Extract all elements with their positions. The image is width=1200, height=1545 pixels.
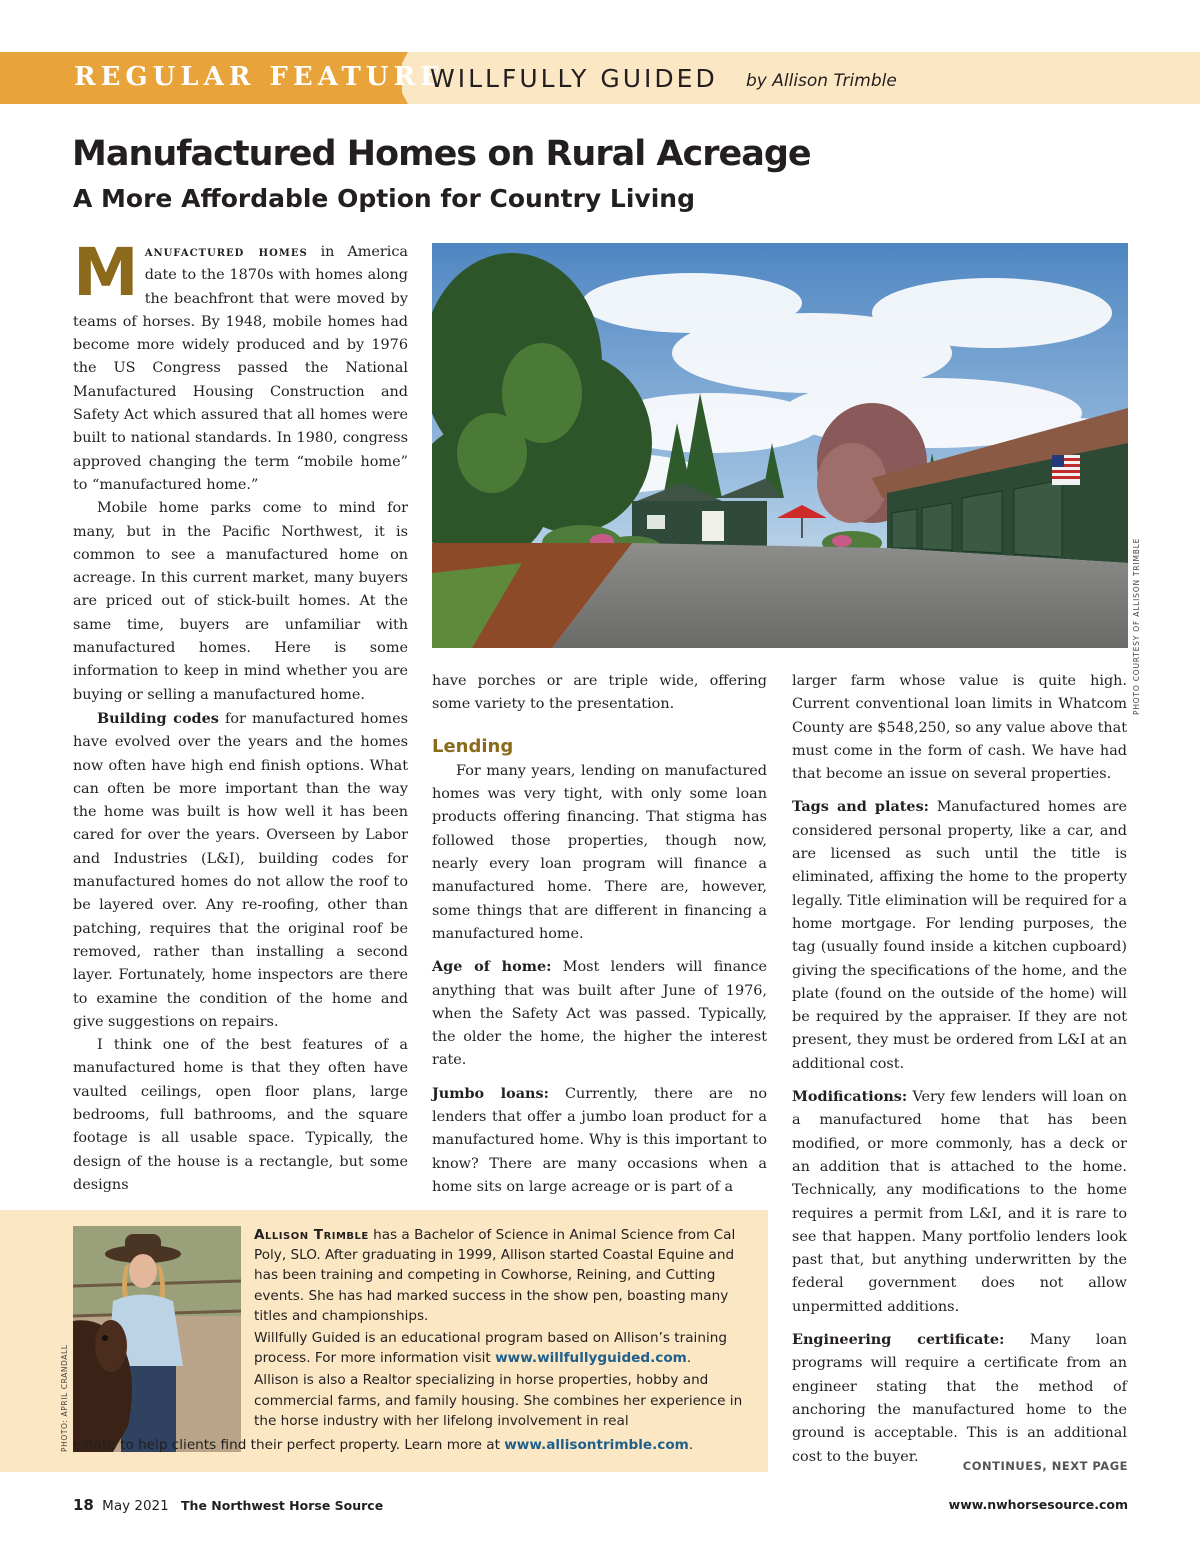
bio-paragraph-text: has a Bachelor of Science in Animal Science from Cal Poly, SLO. After graduating in 1999, Allison started Coastal Equine and has been training and competing in Cowhorse, Reining, and Cutting events. She has had marked success in the show pen, boasting many titles and championships. <box>254 1227 736 1324</box>
paragraph <box>792 1328 1127 1469</box>
paragraph-text: Currently, there are no lenders that offer a jumbo loan product for a manufactured home. Why is this important to know? There are many occasions when a home sits on large acreage or is part of a <box>432 1085 768 1195</box>
paragraph <box>792 795 1127 1076</box>
paragraph <box>432 955 767 1072</box>
paragraph: I think one of the best features of a manufactured home is that they often have vaulted ceilings, open floor plans, large bedrooms, full bathrooms, and the square footage is all usable space. Typically, the design of the house is a rectangle, but some designs <box>73 1037 408 1193</box>
article-column-2 <box>432 670 767 1199</box>
paragraph <box>73 707 408 1034</box>
author-bio-last-line <box>73 1435 763 1455</box>
page-number: 18 <box>73 1496 94 1514</box>
paragraph-text: Very few lenders will loan on a manufactured home that has been modified, or more commonly, has a deck or an addition that is attached to the home. Technically, any modifications to the home requires a permit from L&I, and it is rare to see that happen. Many portfolio lenders look past that, but anything underwritten by the federal government does not allow unpermitted additions. <box>792 1089 1127 1315</box>
photo-credit: PHOTO COURTESY OF ALLISON TRIMBLE <box>1132 537 1141 715</box>
willfullyguided-link[interactable]: www.willfullyguided.com <box>495 1350 687 1367</box>
lead-term: Modifications: <box>792 1088 908 1106</box>
byline: by Allison Trimble <box>746 71 897 91</box>
feature-label: REGULAR FEATURE <box>74 62 445 92</box>
paragraph-text: for manufactured homes have evolved over the years and the homes now often have high end finish options. What can often be more important than the way the home was built is how well it has been cared for over the years. Overseen by Labor and Industries (L&I), building codes for manufactured homes do not allow the roof to be layered over. Any re-roofing, other than patching, requires that the original roof be removed, rather than installing a second layer. Fortunately, home inspectors are there to examine the condition of the home and give suggestions on repairs. <box>73 710 408 1030</box>
footer-website[interactable]: www.nwhorsesource.com <box>948 1497 1128 1512</box>
paragraph <box>432 1082 767 1199</box>
paragraph-text: Most lenders will finance anything that was built after June of 1976, when the Safety Act was passed. Typically, the older the home, the higher the interest rate. <box>432 959 767 1069</box>
article-subheadline: A More Affordable Option for Country Living <box>73 184 695 213</box>
punctuation: . <box>688 1437 694 1453</box>
bio-paragraph-text: Willfully Guided is an educational program based on Allison’s training process. For more information visit <box>254 1330 727 1367</box>
author-name: Allison Trimble <box>254 1227 369 1243</box>
footer-left <box>73 1496 383 1514</box>
intro-smallcaps: anufactured homes <box>144 243 308 260</box>
bio-paragraph <box>254 1225 748 1326</box>
punctuation: . <box>686 1350 692 1367</box>
bio-paragraph-text: estate to help clients find their perfect property. Learn more at <box>73 1437 505 1453</box>
author-photo-credit: PHOTO: APRIL CRANDALL <box>60 1344 69 1452</box>
paragraph-text: Manufactured homes are considered personal property, like a car, and are licensed as such until the title is eliminated, affixing the home to the property legally. Title elimination will be required for a home mortgage. For lending purposes, the tag (usually found inside a kitchen cupboard) giving the specifications of the home, and the plate (found on the outside of the home) will be required by the appraiser. If they are not present, they must be ordered from L&I at an additional cost. <box>792 799 1127 1072</box>
paragraph-text: in America date to the 1870s with homes along the beachfront that were moved by teams of horses. By 1948, mobile homes had become more widely produced and by 1976 the US Congress passed the National Manufactured Housing Construction and Safety Act which assured that all homes were built to national standards. In 1980, congress approved changing the term “mobile home” to “manufactured home.” <box>73 244 409 493</box>
author-bio-text <box>254 1225 748 1433</box>
article-column-1 <box>73 234 409 1197</box>
issue-date: May 2021 <box>102 1498 169 1514</box>
paragraph: have porches or are triple wide, offering some variety to the presentation. <box>432 673 767 713</box>
paragraph <box>73 234 409 497</box>
lead-term: Age of home: <box>432 958 552 976</box>
farm-property-image <box>432 243 1128 648</box>
property-photo <box>432 243 1128 648</box>
bio-paragraph: Allison is also a Realtor specializing in horse properties, hobby and commercial farms, and family housing. She combines her experience in the horse industry with her lifelong involvement in real <box>254 1372 743 1429</box>
paragraph: larger farm whose value is quite high. Current conventional loan limits in Whatcom County are $548,250, so any value above that must come in the form of cash. We have had that become an issue on several properties. <box>792 673 1127 783</box>
lead-term: Jumbo loans: <box>432 1084 549 1102</box>
author-with-horse-image <box>73 1226 241 1452</box>
paragraph: For many years, lending on manufactured homes was very tight, with only some loan products offering financing. That stigma has followed those properties, though now, nearly every loan program will finance a manufactured home. There are, however, some things that are different in financing a manufactured home. <box>432 762 767 942</box>
column-title: WILLFULLY GUIDED <box>430 64 718 93</box>
drop-cap: M <box>73 234 139 311</box>
article-column-3 <box>792 670 1127 1469</box>
paragraph-text: Many loan programs will require a certificate from an engineer stating that the method of anchoring the manufactured home to the ground is acceptable. This is an additional cost to the buyer. <box>792 1332 1127 1465</box>
section-heading-lending: Lending <box>432 735 514 757</box>
article-headline: Manufactured Homes on Rural Acreage <box>72 134 811 174</box>
lead-term: Tags and plates: <box>792 798 929 816</box>
lead-term: Building codes <box>97 709 219 727</box>
continues-next-page: CONTINUES, NEXT PAGE <box>962 1459 1128 1473</box>
allisontrimble-link[interactable]: www.allisontrimble.com <box>504 1437 689 1453</box>
paragraph: Mobile home parks come to mind for many, but in the Pacific Northwest, it is common to see a manufactured home on acreage. In this current market, many buyers are priced out of stick-built homes. At the same time, buyers are unfamiliar with manufactured homes. Here is some information to keep in mind whether you are buying or selling a manufactured home. <box>73 500 408 703</box>
paragraph <box>792 1085 1127 1319</box>
bio-paragraph <box>254 1328 748 1368</box>
magazine-name: The Northwest Horse Source <box>181 1498 384 1513</box>
author-photo <box>73 1226 241 1452</box>
lead-term: Engineering certificate: <box>792 1331 1005 1349</box>
